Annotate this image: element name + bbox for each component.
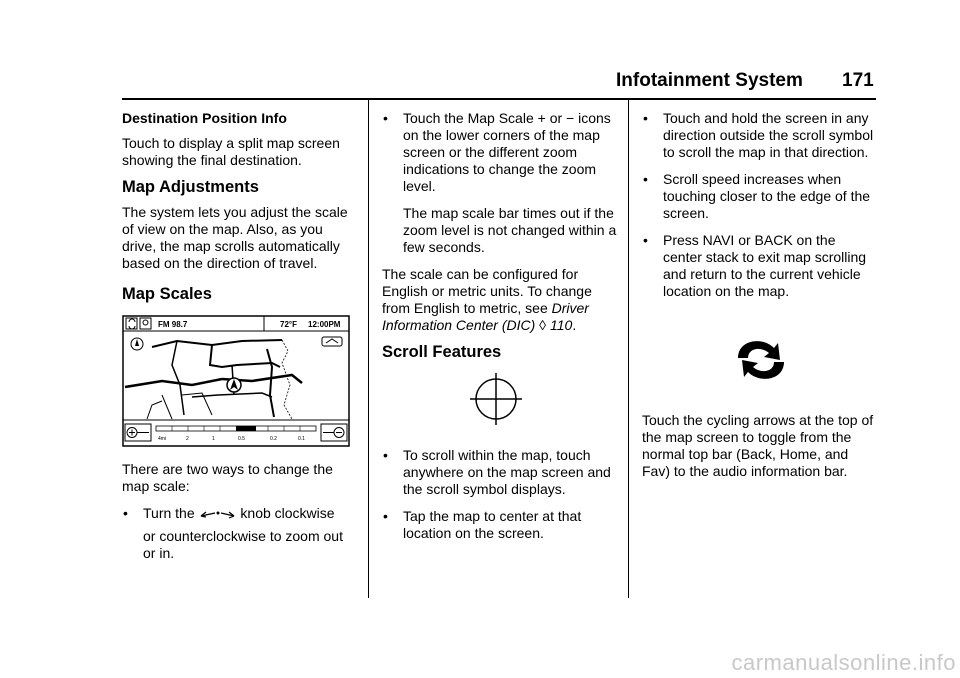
dic-page-number: 110 (549, 317, 573, 333)
site-watermark: carmanualsonline.info (731, 650, 956, 675)
destination-body: Touch to display a split map screen showing the final destination. (122, 135, 340, 168)
bullet-item (382, 447, 620, 498)
map-adjustments-heading: Map Adjustments (122, 178, 259, 196)
scale-label[interactable]: 1 (212, 436, 215, 442)
scale-label[interactable]: 0.2 (270, 436, 277, 442)
bullet-text: To scroll within the map, touch anywhere on the map screen and the scroll symbol displays. (403, 447, 611, 497)
units-body: The scale can be configured for English or metric units. To change from English to metric, see Driver Information Center (DIC) ◊ 110. (382, 266, 592, 333)
scale-label[interactable]: 2 (186, 436, 189, 442)
destination-heading: Destination Position Info (122, 110, 287, 126)
bullet-item (382, 508, 620, 542)
bullet-text: knob clockwise (240, 505, 335, 521)
column-divider-1 (368, 100, 369, 598)
scale-timeout-note: The map scale bar times out if the zoom level is not changed within a few seconds. (403, 205, 617, 255)
units-text: The scale can be configured for English or metric units. To change from English to metric, see (382, 266, 592, 316)
bullet-marker: • (643, 171, 648, 187)
bullet-marker: • (383, 447, 388, 463)
page-ref-icon: ◊ (539, 317, 547, 333)
bullet-text: Touch and hold the screen in any direction outside the scroll symbol to scroll the map in that direction. (663, 110, 874, 160)
column-3 (642, 110, 876, 490)
radio-station: FM 98.7 (158, 320, 188, 329)
tune-knob-icon (199, 508, 237, 520)
scale-label[interactable]: 0.5 (238, 436, 245, 442)
map-screen-illustration (122, 315, 350, 447)
bullet-item (122, 505, 358, 562)
dic-reference-link[interactable]: Driver Information Center (DIC) (382, 300, 589, 333)
bullet-text: Touch the Map Scale + or − icons on the lower corners of the map screen or the different zoom indications to change the zoom level. (403, 110, 611, 194)
column-divider-2 (628, 100, 629, 598)
clock: 12:00PM (308, 320, 341, 329)
header-title: Infotainment System (616, 70, 803, 91)
cycling-arrows-icon (642, 326, 876, 394)
bullet-item (642, 171, 876, 222)
scale-label[interactable]: 0.1 (298, 436, 305, 442)
temperature: 72°F (280, 320, 297, 329)
map-view-icon[interactable] (322, 337, 342, 346)
bullet-item (382, 110, 620, 195)
bullet-marker: • (383, 508, 388, 524)
bullet-item (642, 110, 876, 161)
page-number: 171 (842, 70, 874, 91)
scroll-features-heading: Scroll Features (382, 343, 502, 361)
bullet-text: Turn the (143, 505, 195, 521)
bullet-marker: • (643, 232, 648, 248)
ways-body: There are two ways to change the map scale: (122, 461, 333, 494)
column-1 (122, 110, 358, 572)
bullet-marker: • (123, 505, 128, 521)
cycle-body: Touch the cycling arrows at the top of the map screen to toggle from the normal top bar (Back, Home, and Fav) to the audio information bar. (642, 412, 874, 479)
bullet-marker: • (643, 110, 648, 126)
scroll-crosshair-icon (382, 369, 620, 433)
bullet-text-continued: or counterclockwise to zoom out or in. (143, 528, 343, 561)
map-adjustments-body: The system lets you adjust the scale of view on the map. Also, as you drive, the map scrolls automatically based on the direction of travel. (122, 204, 348, 271)
cycle-arrows-icon[interactable] (126, 318, 137, 329)
map-scales-heading: Map Scales (122, 285, 212, 303)
scale-label[interactable]: 4mi (158, 436, 167, 442)
header-rule (122, 98, 876, 100)
bullet-text: Press NAVI or BACK on the center stack to exit map scrolling and return to the current vehicle location on the map. (663, 232, 867, 299)
bullet-text: Scroll speed increases when touching closer to the edge of the screen. (663, 171, 871, 221)
bullet-item (642, 232, 876, 300)
bullet-marker: • (383, 110, 388, 126)
column-2 (382, 110, 620, 552)
bullet-text: Tap the map to center at that location on the screen. (403, 508, 582, 541)
